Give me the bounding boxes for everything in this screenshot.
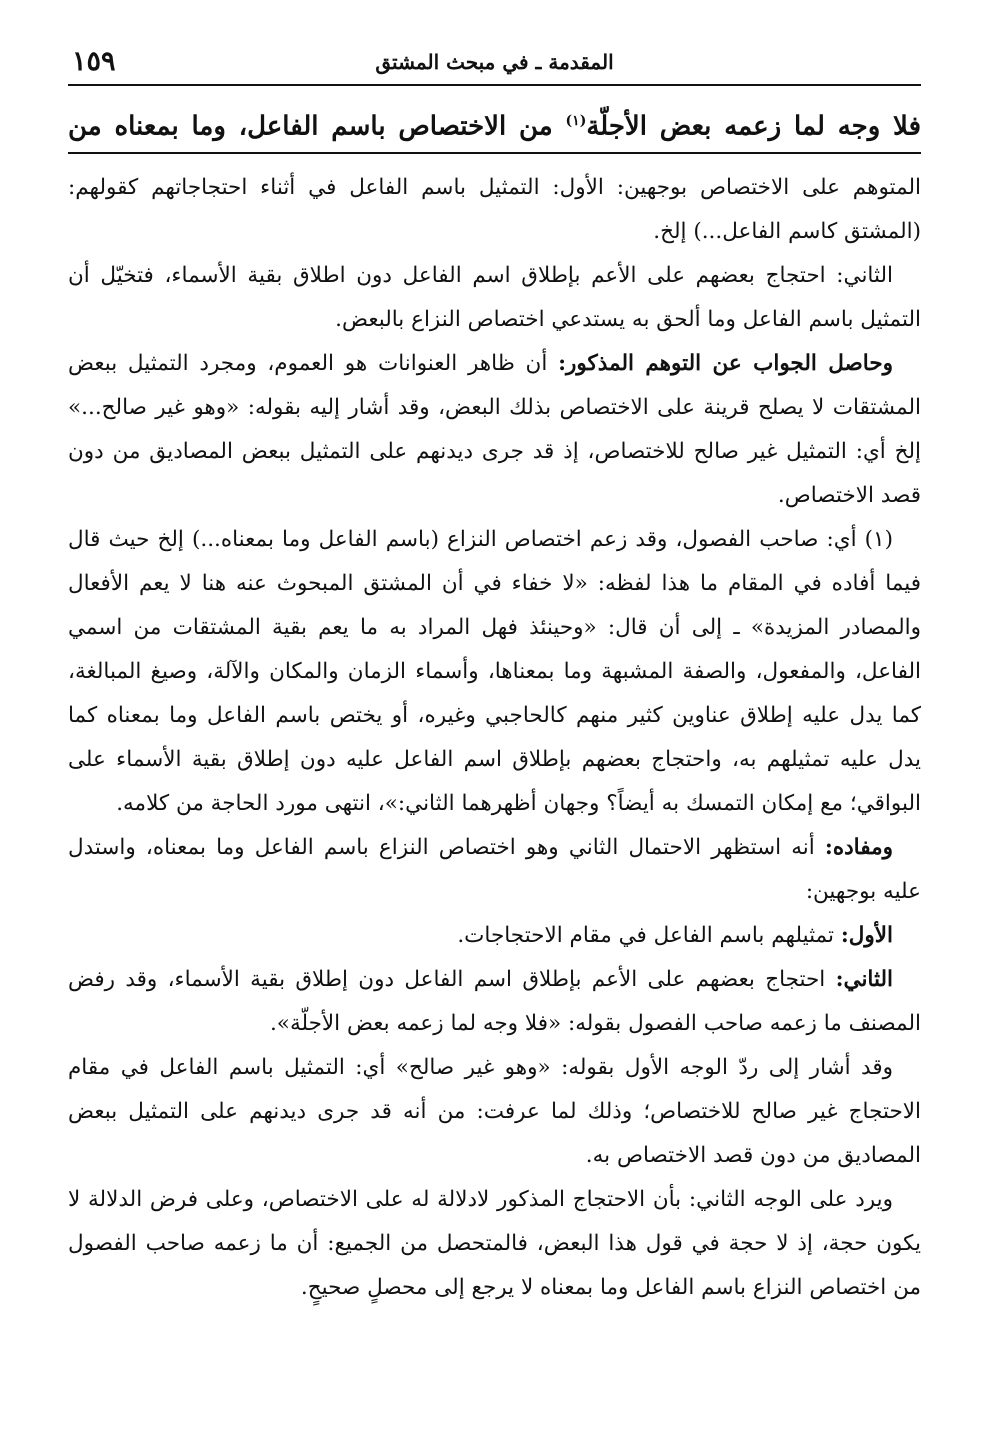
paragraph: الثاني: احتجاج بعضهم على الأعم بإطلاق اسم الفاعل دون إطلاق بقية الأسماء، وقد رفض المصنف ما زعمه صاحب الفصول بقوله: «فلا وجه لما زعمه بعض الأجلّة».	[68, 967, 921, 1036]
paragraph-heading: الأول:	[840, 923, 893, 948]
page-number: ١٥٩	[72, 46, 116, 77]
chapter-title: المقدمة ـ في مبحث المشتق	[375, 50, 614, 74]
header-divider	[68, 84, 921, 86]
matn-text	[68, 96, 921, 146]
matn-before-note: فلا وجه لما زعمه بعض الأجلّة	[586, 111, 921, 142]
paragraph: وحاصل الجواب عن التوهم المذكور: أن ظاهر العنوانات هو العموم، ومجرد التمثيل ببعض المشتقات لا يصلح قرينة على الاختصاص بذلك البعض، وقد أشار إليه بقوله: «وهو غير صالح...» إلخ أي: التمثيل غير صالح للاختصاص، إذ قد جرى ديدنهم على التمثيل ببعض المصاديق من دون قصد الاختصاص.	[68, 351, 921, 508]
paragraph: المتوهم على الاختصاص بوجهين: الأول: التمثيل باسم الفاعل في أثناء احتجاجاتهم كقولهم: (المشتق كاسم الفاعل...) إلخ.	[68, 175, 921, 244]
paragraph: الأول: تمثيلهم باسم الفاعل في مقام الاحتجاجات.	[457, 923, 893, 948]
paragraph-heading: وحاصل الجواب عن التوهم المذكور:	[558, 351, 893, 376]
matn-after-note: من الاختصاص باسم الفاعل، وما بمعناه من	[68, 111, 566, 142]
paragraph-heading: ومفاده:	[824, 835, 893, 860]
footnote-marker: (١)	[565, 113, 587, 129]
paragraph: وقد أشار إلى ردّ الوجه الأول بقوله: «وهو غير صالح» أي: التمثيل باسم الفاعل في مقام الاحتجاج غير صالح للاختصاص؛ وذلك لما عرفت: من أنه قد جرى ديدنهم على التمثيل ببعض المصاديق من دون قصد الاختصاص به.	[68, 1055, 921, 1168]
paragraph: الثاني: احتجاج بعضهم على الأعم بإطلاق اسم الفاعل دون اطلاق بقية الأسماء، فتخيّل أن التمثيل باسم الفاعل وما ألحق به يستدعي اختصاص النزاع بالبعض.	[68, 263, 921, 332]
paragraph: ومفاده: أنه استظهر الاحتمال الثاني وهو اختصاص النزاع باسم الفاعل وما بمعناه، واستدل عليه بوجهين:	[68, 835, 921, 904]
paragraph: ويرد على الوجه الثاني: بأن الاحتجاج المذكور لادلالة له على الاختصاص، وعلى فرض الدلالة لا يكون حجة، إذ لا حجة في قول هذا البعض، فالمتحصل من الجميع: أن ما زعمه صاحب الفصول من اختصاص النزاع باسم الفاعل وما بمعناه لا يرجع إلى محصلٍ صحيحٍ.	[68, 1187, 921, 1300]
footnote-paragraph: (١) أي: صاحب الفصول، وقد زعم اختصاص النزاع (باسم الفاعل وما بمعناه...) إلخ حيث قال فيما أفاده في المقام ما هذا لفظه: «لا خفاء في أن المشتق المبحوث عنه هنا لا يعم الأفعال والمصادر المزيدة» ـ إلى أن قال: «وحينئذ فهل المراد به ما يعم بقية المشتقات من اسمي الفاعل، والمفعول، والصفة المشبهة وما بمعناها، وأسماء الزمان والمكان والآلة، وصيغ المبالغة، كما يدل عليه إطلاق عناوين كثير منهم كالحاجبي وغيره، أو يختص باسم الفاعل وما بمعناه كما يدل عليه تمثيلهم به، واحتجاج بعضهم بإطلاق اسم الفاعل عليه دون إطلاق بقية الأسماء على البواقي؛ مع إمكان التمسك به أيضاً؟ وجهان أظهرهما الثاني:»، انتهى مورد الحاجة من كلامه.	[68, 527, 921, 816]
paragraph-heading: الثاني:	[835, 967, 893, 992]
running-head	[68, 44, 921, 80]
commentary-body	[68, 166, 921, 1310]
matn-divider	[68, 152, 921, 154]
